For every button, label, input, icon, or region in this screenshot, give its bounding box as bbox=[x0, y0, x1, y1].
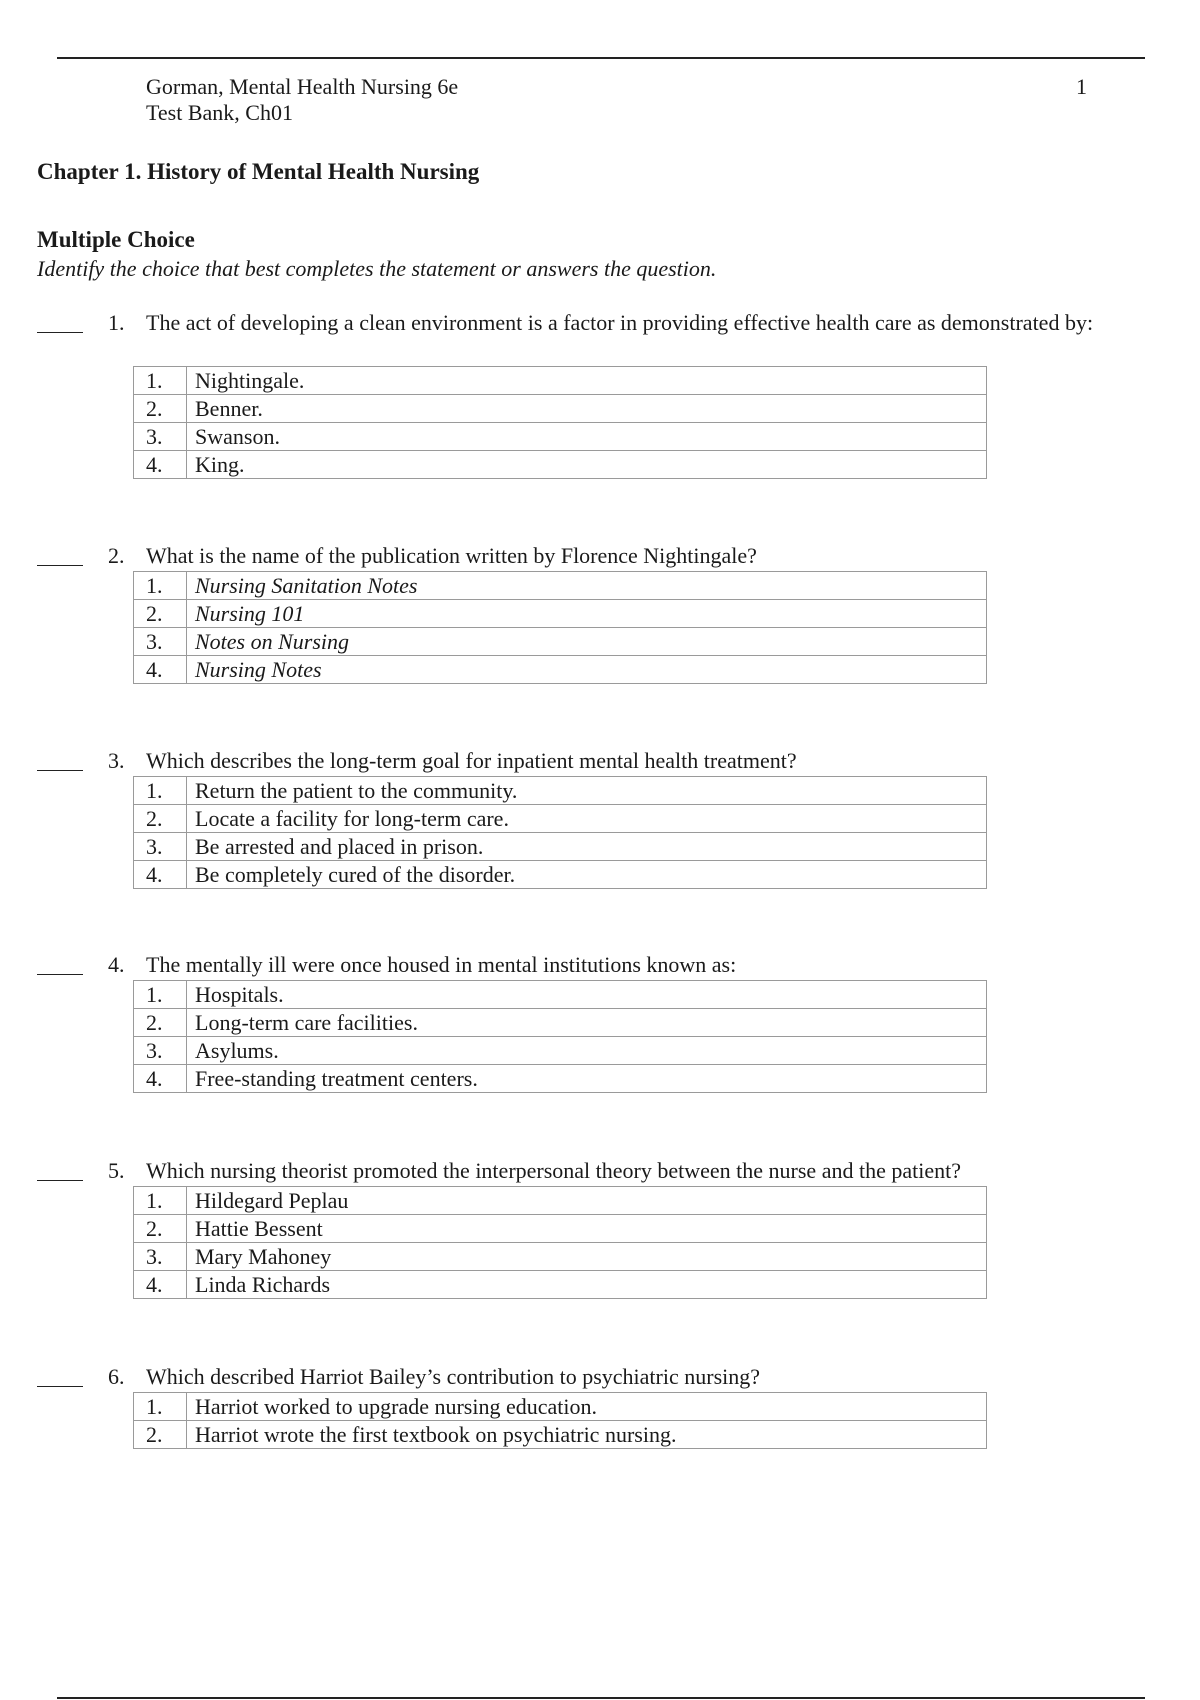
header-rule bbox=[57, 57, 1145, 59]
choice-row[interactable] bbox=[134, 861, 987, 889]
question-stem: Which nursing theorist promoted the interpersonal theory between the nurse and the patient? bbox=[146, 1158, 961, 1183]
answer-blank[interactable] bbox=[37, 1386, 83, 1387]
choice-text: Locate a facility for long-term care. bbox=[187, 805, 987, 833]
question-number: 6. bbox=[108, 1364, 125, 1389]
section-title: Multiple Choice bbox=[37, 227, 195, 252]
answer-blank[interactable] bbox=[37, 770, 83, 771]
question-number: 3. bbox=[108, 748, 125, 773]
choice-number: 4. bbox=[134, 451, 187, 479]
choice-text: Benner. bbox=[187, 395, 987, 423]
choice-number: 1. bbox=[134, 367, 187, 395]
choice-row[interactable] bbox=[134, 833, 987, 861]
choice-row[interactable] bbox=[134, 1215, 987, 1243]
choice-number: 2. bbox=[134, 805, 187, 833]
choice-number: 3. bbox=[134, 628, 187, 656]
running-header bbox=[146, 74, 458, 126]
choice-text: Be completely cured of the disorder. bbox=[187, 861, 987, 889]
choices-table bbox=[133, 1392, 987, 1449]
choices-table bbox=[133, 980, 987, 1093]
question-number: 5. bbox=[108, 1158, 125, 1183]
header-test-bank: Test Bank, Ch01 bbox=[146, 100, 293, 125]
choice-number: 1. bbox=[134, 981, 187, 1009]
choice-number: 4. bbox=[134, 861, 187, 889]
choice-text: King. bbox=[187, 451, 987, 479]
choice-text: Nightingale. bbox=[187, 367, 987, 395]
choice-row[interactable] bbox=[134, 600, 987, 628]
choice-row[interactable] bbox=[134, 367, 987, 395]
answer-blank[interactable] bbox=[37, 974, 83, 975]
chapter-title: Chapter 1. History of Mental Health Nursing bbox=[37, 159, 480, 184]
answer-blank[interactable] bbox=[37, 1180, 83, 1181]
question-stem: Which described Harriot Bailey’s contribution to psychiatric nursing? bbox=[146, 1364, 761, 1389]
choices-table bbox=[133, 776, 987, 889]
choice-text: Notes on Nursing bbox=[187, 628, 987, 656]
choice-row[interactable] bbox=[134, 1393, 987, 1421]
choice-number: 3. bbox=[134, 833, 187, 861]
choice-row[interactable] bbox=[134, 1009, 987, 1037]
question-stem: Which describes the long-term goal for inpatient mental health treatment? bbox=[146, 748, 797, 773]
choice-number: 3. bbox=[134, 1037, 187, 1065]
choice-text: Nursing Notes bbox=[187, 656, 987, 684]
choice-row[interactable] bbox=[134, 1187, 987, 1215]
choice-number: 4. bbox=[134, 656, 187, 684]
choice-text: Return the patient to the community. bbox=[187, 777, 987, 805]
choice-number: 3. bbox=[134, 423, 187, 451]
choice-row[interactable] bbox=[134, 1037, 987, 1065]
choice-row[interactable] bbox=[134, 777, 987, 805]
choice-row[interactable] bbox=[134, 1243, 987, 1271]
choice-row[interactable] bbox=[134, 1271, 987, 1299]
choice-text: Hospitals. bbox=[187, 981, 987, 1009]
choices-table bbox=[133, 366, 987, 479]
choice-number: 4. bbox=[134, 1271, 187, 1299]
choice-number: 4. bbox=[134, 1065, 187, 1093]
footer-rule bbox=[57, 1697, 1145, 1699]
question-stem: The mentally ill were once housed in mental institutions known as: bbox=[146, 952, 737, 977]
choice-row[interactable] bbox=[134, 1065, 987, 1093]
choice-row[interactable] bbox=[134, 656, 987, 684]
page-number: 1 bbox=[1076, 74, 1087, 99]
choice-text: Linda Richards bbox=[187, 1271, 987, 1299]
choice-text: Long-term care facilities. bbox=[187, 1009, 987, 1037]
choice-number: 3. bbox=[134, 1243, 187, 1271]
choice-row[interactable] bbox=[134, 572, 987, 600]
choice-text: Free-standing treatment centers. bbox=[187, 1065, 987, 1093]
choice-text: Hattie Bessent bbox=[187, 1215, 987, 1243]
choice-text: Harriot wrote the first textbook on psychiatric nursing. bbox=[187, 1421, 987, 1449]
choice-text: Nursing Sanitation Notes bbox=[187, 572, 987, 600]
choice-text: Be arrested and placed in prison. bbox=[187, 833, 987, 861]
choice-row[interactable] bbox=[134, 1421, 987, 1449]
choice-text: Harriot worked to upgrade nursing education. bbox=[187, 1393, 987, 1421]
choice-row[interactable] bbox=[134, 628, 987, 656]
section-instructions: Identify the choice that best completes the statement or answers the question. bbox=[37, 256, 717, 281]
choices-table bbox=[133, 571, 987, 684]
choice-text: Mary Mahoney bbox=[187, 1243, 987, 1271]
choice-row[interactable] bbox=[134, 451, 987, 479]
choice-row[interactable] bbox=[134, 805, 987, 833]
choice-row[interactable] bbox=[134, 423, 987, 451]
choice-number: 2. bbox=[134, 1215, 187, 1243]
choice-number: 1. bbox=[134, 777, 187, 805]
choice-number: 2. bbox=[134, 600, 187, 628]
choice-number: 1. bbox=[134, 1393, 187, 1421]
choice-text: Asylums. bbox=[187, 1037, 987, 1065]
question-stem: What is the name of the publication written by Florence Nightingale? bbox=[146, 543, 757, 568]
choice-text: Nursing 101 bbox=[187, 600, 987, 628]
choice-number: 2. bbox=[134, 395, 187, 423]
choice-row[interactable] bbox=[134, 981, 987, 1009]
header-book-title: Gorman, Mental Health Nursing 6e bbox=[146, 74, 459, 99]
choice-number: 2. bbox=[134, 1421, 187, 1449]
answer-blank[interactable] bbox=[37, 565, 83, 566]
choices-table bbox=[133, 1186, 987, 1299]
choice-text: Swanson. bbox=[187, 423, 987, 451]
choice-number: 1. bbox=[134, 572, 187, 600]
question-number: 4. bbox=[108, 952, 125, 977]
choice-number: 2. bbox=[134, 1009, 187, 1037]
question-number: 1. bbox=[108, 310, 125, 335]
answer-blank[interactable] bbox=[37, 332, 83, 333]
choice-text: Hildegard Peplau bbox=[187, 1187, 987, 1215]
choice-row[interactable] bbox=[134, 395, 987, 423]
choice-number: 1. bbox=[134, 1187, 187, 1215]
question-number: 2. bbox=[108, 543, 125, 568]
question-stem: The act of developing a clean environment is a factor in providing effective health care as demonstrated by: bbox=[146, 310, 1094, 335]
